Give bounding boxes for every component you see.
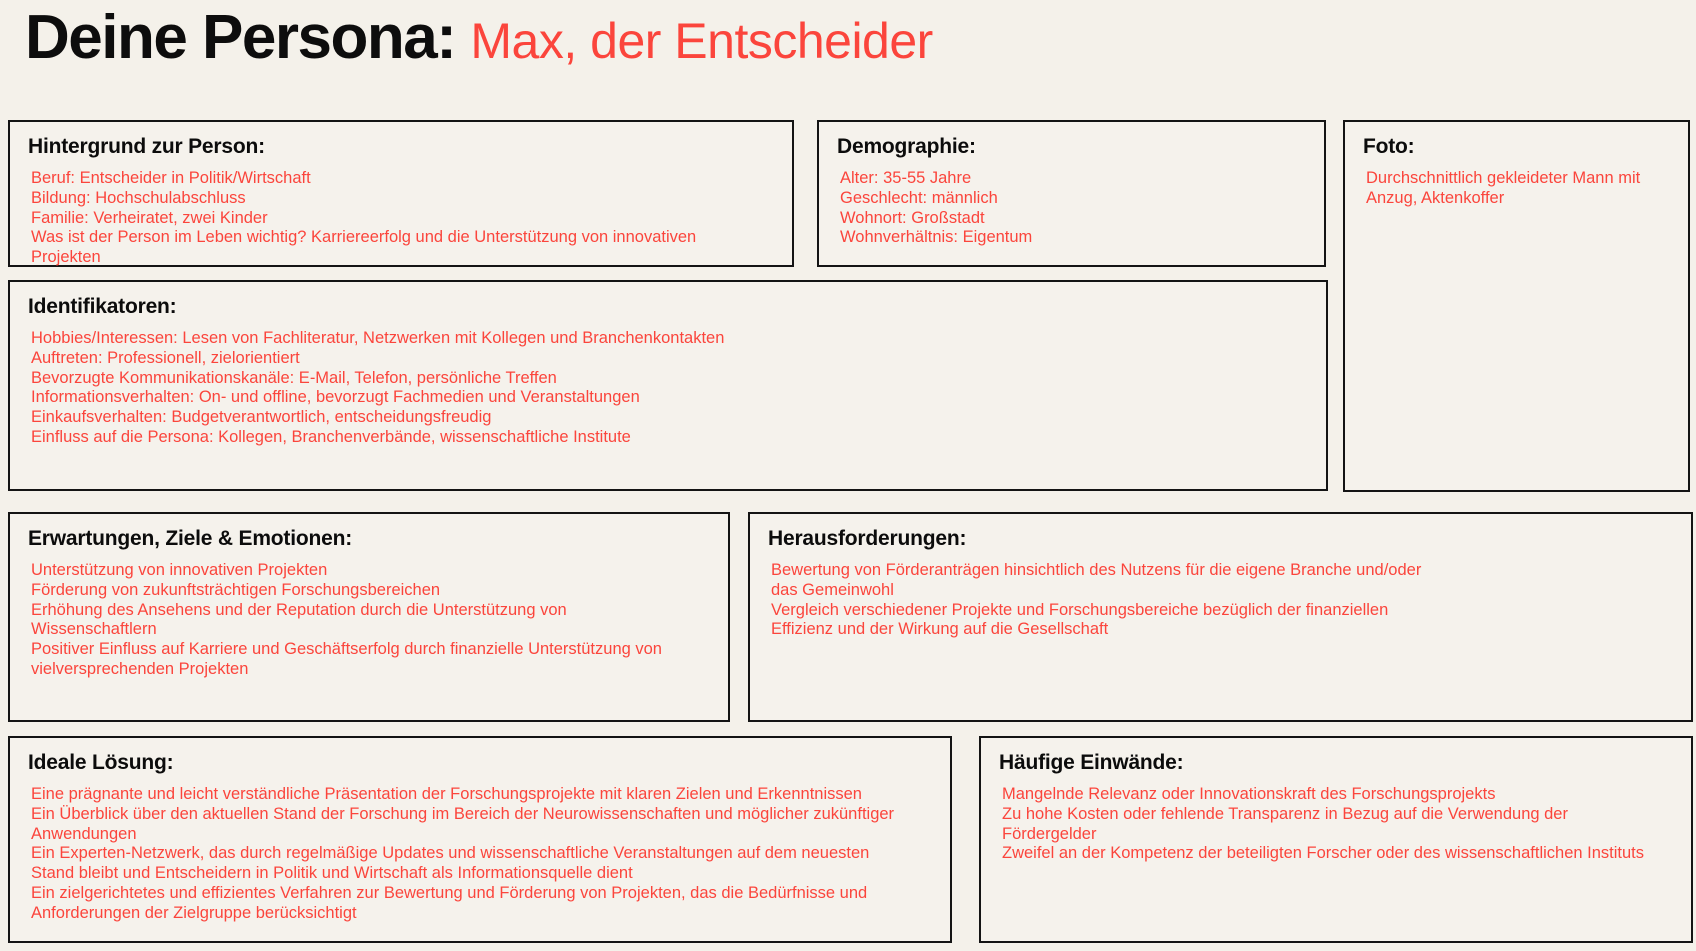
- section-heading: Herausforderungen:: [768, 527, 967, 550]
- text-line: Geschlecht: männlich: [840, 188, 998, 207]
- section-heading: Foto:: [1363, 135, 1415, 158]
- section-heading: Hintergrund zur Person:: [28, 135, 265, 158]
- text-line: Bevorzugte Kommunikationskanäle: E-Mail, Telefon, persönliche Treffen: [31, 368, 557, 387]
- text-line: Wohnort: Großstadt: [840, 208, 985, 227]
- text-line: das Gemeinwohl: [771, 580, 894, 599]
- text-line: Bewertung von Förderanträgen hinsichtlich des Nutzens für die eigene Branche und/oder: [771, 561, 1422, 579]
- text-line: Fördergelder: [1002, 824, 1097, 843]
- section-body: [768, 561, 1673, 640]
- text-line: Anforderungen der Zielgruppe berücksichtigt: [31, 903, 357, 922]
- text-line: Förderung von zukunftsträchtigen Forschungsbereichen: [31, 580, 441, 599]
- text-line: Auftreten: Professionell, zielorientiert: [31, 348, 300, 367]
- section-heading: Demographie:: [837, 135, 976, 158]
- title-prefix: Deine Persona:: [25, 3, 456, 72]
- text-line: Erhöhung des Ansehens und der Reputation durch die Unterstützung von: [31, 600, 567, 619]
- page-title: [25, 0, 933, 76]
- section-ideale-loesung: [8, 736, 952, 943]
- text-line: Durchschnittlich gekleideter Mann mit: [1366, 169, 1641, 187]
- text-line: Zu hohe Kosten oder fehlende Transparenz in Bezug auf die Verwendung der: [1002, 804, 1568, 823]
- section-heading: Identifikatoren:: [28, 295, 177, 318]
- text-line: vielversprechenden Projekten: [31, 659, 249, 678]
- text-line: Einkaufsverhalten: Budgetverantwortlich, entscheidungsfreudig: [31, 408, 492, 427]
- section-hintergrund-zur-person: [8, 120, 794, 267]
- section-body: [28, 785, 932, 924]
- text-line: Ein Experten-Netzwerk, das durch regelmäßige Updates und wissenschaftliche Veranstaltungen auf dem neuesten: [31, 844, 870, 863]
- section-identifikatoren: [8, 280, 1328, 491]
- section-body: [28, 169, 774, 268]
- text-line: Stand bleibt und Entscheidern in Politik und Wirtschaft als Informationsquelle dient: [31, 864, 633, 883]
- text-line: Alter: 35-55 Jahre: [840, 169, 972, 187]
- section-demographie: [817, 120, 1326, 267]
- text-line: Anwendungen: [31, 824, 137, 843]
- text-line: Hobbies/Interessen: Lesen von Fachliteratur, Netzwerken mit Kollegen und Branchenkontakten: [31, 329, 725, 347]
- section-heading: Erwartungen, Ziele & Emotionen:: [28, 527, 352, 550]
- section-body: [28, 561, 710, 680]
- section-foto: [1343, 120, 1690, 492]
- text-line: Ein zielgerichtetes und effizientes Verfahren zur Bewertung und Förderung von Projekten, das die Bedürfnisse und: [31, 883, 868, 902]
- text-line: Einfluss auf die Persona: Kollegen, Branchenverbände, wissenschaftliche Institute: [31, 427, 631, 446]
- text-line: Ein Überblick über den aktuellen Stand der Forschung im Bereich der Neurowissenschaften und möglicher zukünftiger: [31, 804, 895, 823]
- section-erwartungen-ziele-emotionen: [8, 512, 730, 722]
- text-line: Projekten: [31, 248, 101, 267]
- section-body: [999, 785, 1673, 864]
- text-line: Informationsverhalten: On- und offline, bevorzugt Fachmedien und Veranstaltungen: [31, 388, 640, 407]
- section-haeufige-einwaende: [979, 736, 1693, 943]
- text-line: Wohnverhältnis: Eigentum: [840, 228, 1033, 247]
- section-herausforderungen: [748, 512, 1693, 722]
- text-line: Mangelnde Relevanz oder Innovationskraft des Forschungsprojekts: [1002, 785, 1496, 803]
- text-line: Positiver Einfluss auf Karriere und Geschäftserfolg durch finanzielle Unterstützung von: [31, 640, 662, 659]
- text-line: Eine prägnante und leicht verständliche Präsentation der Forschungsprojekte mit klaren Zielen und Erkenntnissen: [31, 785, 862, 803]
- text-line: Anzug, Aktenkoffer: [1366, 188, 1505, 207]
- section-heading: Häufige Einwände:: [999, 751, 1184, 774]
- text-line: Zweifel an der Kompetenz der beteiligten Forscher oder des wissenschaftlichen Instituts: [1002, 844, 1644, 863]
- text-line: Vergleich verschiedener Projekte und Forschungsbereiche bezüglich der finanziellen: [771, 600, 1389, 619]
- section-heading: Ideale Lösung:: [28, 751, 174, 774]
- section-body: [837, 169, 1306, 248]
- text-line: Wissenschaftlern: [31, 620, 157, 639]
- title-persona-name: Max, der Entscheider: [470, 13, 933, 69]
- text-line: Familie: Verheiratet, zwei Kinder: [31, 208, 268, 227]
- text-line: Beruf: Entscheider in Politik/Wirtschaft: [31, 169, 311, 187]
- text-line: Bildung: Hochschulabschluss: [31, 188, 246, 207]
- section-body: [28, 329, 1308, 448]
- section-body: [1363, 169, 1670, 209]
- text-line: Unterstützung von innovativen Projekten: [31, 561, 328, 579]
- text-line: Was ist der Person im Leben wichtig? Karriereerfolg und die Unterstützung von innovativen: [31, 228, 697, 247]
- text-line: Effizienz und der Wirkung auf die Gesellschaft: [771, 620, 1109, 639]
